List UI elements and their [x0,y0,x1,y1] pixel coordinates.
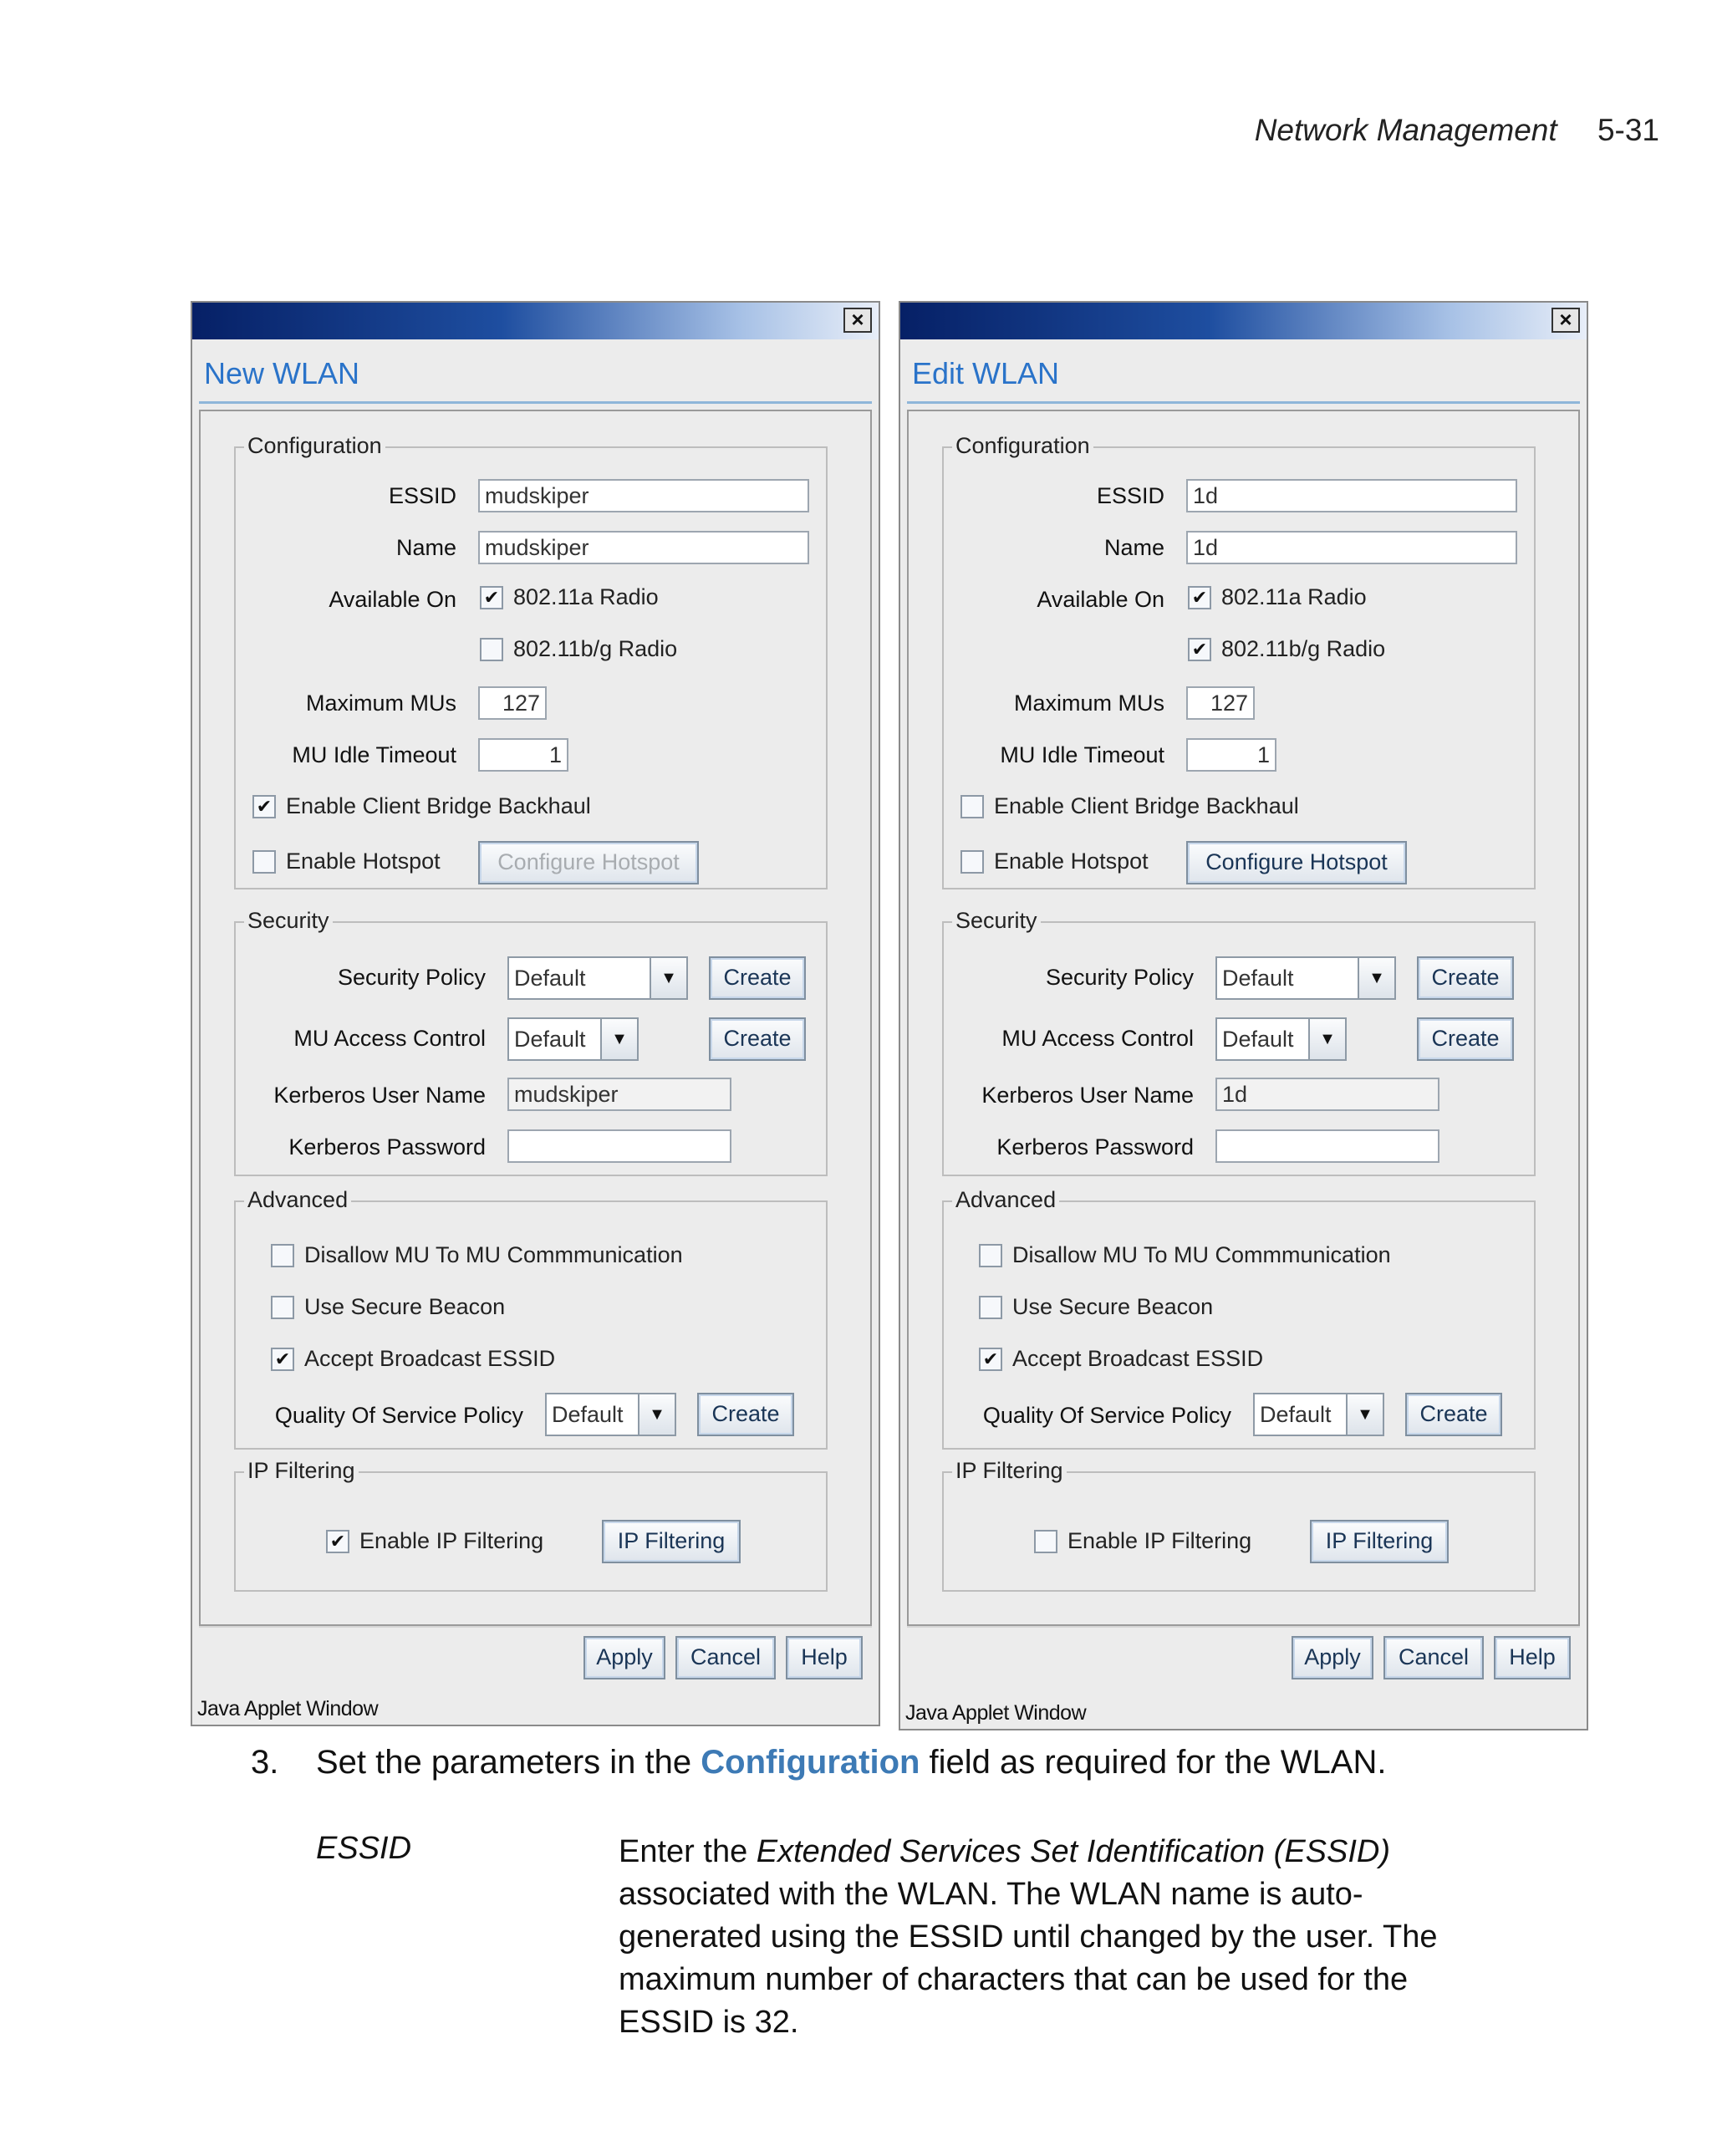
select-value: Default [514,1027,586,1052]
client-bridge-label: Enable Client Bridge Backhaul [994,793,1299,818]
security-policy-label: Security Policy [337,965,486,990]
qos-policy-select[interactable] [1253,1393,1384,1436]
title-divider [907,401,1580,404]
group-legend: IP Filtering [952,1458,1067,1484]
step-text-end: field as required for the WLAN. [920,1744,1387,1781]
radio-a-option[interactable] [1188,584,1367,610]
disallow-mu-option[interactable] [979,1242,1391,1268]
client-bridge-checkbox[interactable] [960,795,984,818]
apply-button[interactable]: Apply [1292,1636,1373,1679]
group-legend: Security [952,908,1041,934]
enable-ip-filtering-checkbox[interactable]: ✔ [326,1530,349,1553]
mu-access-control-select[interactable] [507,1017,639,1061]
radio-a-checkbox[interactable]: ✔ [1188,586,1211,609]
essid-label: ESSID [388,483,456,508]
radio-bg-label: 802.11b/g Radio [513,636,678,661]
configuration-group [234,433,828,889]
security-policy-label: Security Policy [1045,965,1194,990]
secure-beacon-label: Use Secure Beacon [1012,1294,1214,1319]
kerberos-password-label: Kerberos Password [288,1134,486,1160]
help-button[interactable]: Help [1494,1636,1571,1679]
hotspot-checkbox[interactable] [960,850,984,874]
client-bridge-label: Enable Client Bridge Backhaul [286,793,591,818]
mu-access-control-create-button[interactable]: Create [709,1017,806,1061]
accept-broadcast-label: Accept Broadcast ESSID [304,1346,556,1371]
max-mus-input[interactable]: 127 [1186,686,1255,720]
kerberos-password-input[interactable] [507,1129,731,1163]
essid-input[interactable]: mudskiper [478,479,809,512]
dropdown-arrow-icon[interactable]: ▼ [650,958,686,998]
enable-ip-filtering-label: Enable IP Filtering [359,1528,544,1553]
step-instruction [251,1744,1386,1781]
secure-beacon-checkbox[interactable] [271,1296,294,1319]
title-divider [199,401,872,404]
dialog-content [199,410,872,1626]
accept-broadcast-option[interactable] [979,1346,1263,1372]
kerberos-user-input[interactable]: mudskiper [507,1078,731,1111]
radio-bg-option[interactable] [1188,636,1385,662]
cancel-button[interactable]: Cancel [675,1636,776,1679]
enable-ip-filtering-checkbox[interactable] [1034,1530,1057,1553]
page-number: 5-31 [1597,113,1659,147]
radio-a-label: 802.11a Radio [513,584,659,609]
mu-access-control-select[interactable] [1215,1017,1347,1061]
disallow-mu-label: Disallow MU To MU Commmunication [304,1242,683,1267]
dialog-footer [907,1626,1580,1691]
step-text-start: Set the parameters in the [316,1744,701,1781]
max-mus-label: Maximum MUs [306,691,456,716]
select-value: Default [552,1402,624,1427]
qos-policy-label: Quality Of Service Policy [274,1403,523,1428]
name-label: Name [395,535,456,560]
group-legend: Configuration [244,433,385,459]
advanced-group [942,1187,1536,1450]
group-legend: IP Filtering [244,1458,359,1484]
close-icon[interactable]: × [843,308,872,333]
section-title: Network Management [1254,113,1557,147]
cancel-button[interactable]: Cancel [1383,1636,1484,1679]
group-legend: Advanced [244,1187,351,1213]
security-policy-select[interactable] [1215,956,1396,1000]
title-bar [900,303,1587,339]
enable-ip-filtering-option[interactable] [326,1528,543,1554]
kerberos-password-label: Kerberos Password [996,1134,1194,1160]
help-button[interactable]: Help [786,1636,863,1679]
client-bridge-option[interactable] [252,793,591,819]
radio-bg-checkbox[interactable]: ✔ [1188,638,1211,661]
dropdown-arrow-icon[interactable]: ▼ [1346,1394,1383,1435]
dialog-title: New WLAN [204,356,360,390]
ip-filtering-group [942,1458,1536,1592]
hotspot-label: Enable Hotspot [994,849,1149,874]
idle-timeout-label: MU Idle Timeout [292,742,456,767]
idle-timeout-input[interactable]: 1 [1186,738,1276,772]
client-bridge-option[interactable] [960,793,1299,819]
radio-bg-option[interactable] [480,636,677,662]
dialog-title: Edit WLAN [912,356,1060,390]
mu-access-control-label: MU Access Control [293,1026,486,1051]
dropdown-arrow-icon[interactable]: ▼ [1358,958,1394,998]
configure-hotspot-button[interactable]: Configure Hotspot [1186,841,1407,884]
secure-beacon-checkbox[interactable] [979,1296,1002,1319]
term-description [619,1831,1505,2044]
secure-beacon-label: Use Secure Beacon [304,1294,506,1319]
qos-create-button[interactable]: Create [1405,1393,1502,1436]
dropdown-arrow-icon[interactable]: ▼ [1308,1019,1345,1059]
accept-broadcast-option[interactable] [271,1346,555,1372]
select-value: Default [1222,966,1294,991]
disallow-mu-option[interactable] [271,1242,683,1268]
radio-a-checkbox[interactable]: ✔ [480,586,503,609]
available-on-label: Available On [329,587,456,612]
accept-broadcast-checkbox[interactable]: ✔ [271,1348,294,1371]
status-bar: Java Applet Window [905,1701,1087,1725]
radio-a-option[interactable] [480,584,659,610]
select-value: Default [1260,1402,1332,1427]
enable-ip-filtering-option[interactable] [1034,1528,1251,1554]
max-mus-input[interactable]: 127 [478,686,547,720]
kerberos-user-label: Kerberos User Name [273,1083,486,1108]
term-essid: ESSID [316,1831,412,1866]
ip-filtering-group [234,1458,828,1592]
radio-bg-checkbox[interactable] [480,638,503,661]
hotspot-checkbox[interactable] [252,850,276,874]
available-on-label: Available On [1037,587,1164,612]
mu-access-control-label: MU Access Control [1001,1026,1194,1051]
select-value: Default [1222,1027,1294,1052]
name-input[interactable]: mudskiper [478,531,809,564]
configuration-group [942,433,1536,889]
step-number: 3. [251,1744,279,1781]
running-head [1255,113,1659,148]
ip-filtering-button[interactable]: IP Filtering [602,1520,741,1563]
max-mus-label: Maximum MUs [1014,691,1164,716]
secure-beacon-option[interactable] [271,1294,505,1320]
close-icon[interactable]: × [1552,308,1580,333]
enable-ip-filtering-label: Enable IP Filtering [1067,1528,1252,1553]
name-input[interactable]: 1d [1186,531,1517,564]
hotspot-option[interactable] [960,849,1149,874]
security-policy-create-button[interactable]: Create [709,956,806,1000]
qos-create-button[interactable]: Create [697,1393,794,1436]
disallow-mu-checkbox[interactable] [271,1244,294,1267]
essid-label: ESSID [1096,483,1164,508]
group-legend: Security [244,908,333,934]
accept-broadcast-label: Accept Broadcast ESSID [1012,1346,1264,1371]
step-keyword: Configuration [701,1744,920,1781]
desc-italic: Extended Services Set Identification (ESSID) [756,1834,1391,1869]
desc-start: Enter the [619,1834,757,1869]
dialog-content [907,410,1580,1626]
ip-filtering-button[interactable]: IP Filtering [1310,1520,1449,1563]
dialog-footer [199,1626,872,1691]
select-value: Default [514,966,586,991]
radio-bg-label: 802.11b/g Radio [1221,636,1386,661]
dropdown-arrow-icon[interactable]: ▼ [600,1019,637,1059]
configure-hotspot-button[interactable]: Configure Hotspot [478,841,699,884]
mu-access-control-create-button[interactable]: Create [1417,1017,1514,1061]
accept-broadcast-checkbox[interactable]: ✔ [979,1348,1002,1371]
kerberos-user-input[interactable]: 1d [1215,1078,1439,1111]
security-policy-create-button[interactable]: Create [1417,956,1514,1000]
qos-policy-select[interactable] [545,1393,676,1436]
idle-timeout-input[interactable]: 1 [478,738,568,772]
edit-wlan-dialog [899,301,1588,1730]
hotspot-label: Enable Hotspot [286,849,441,874]
disallow-mu-label: Disallow MU To MU Commmunication [1012,1242,1391,1267]
qos-policy-label: Quality Of Service Policy [982,1403,1231,1428]
dropdown-arrow-icon[interactable]: ▼ [638,1394,675,1435]
apply-button[interactable]: Apply [583,1636,665,1679]
security-group [234,908,828,1176]
disallow-mu-checkbox[interactable] [979,1244,1002,1267]
security-group [942,908,1536,1176]
client-bridge-checkbox[interactable]: ✔ [252,795,276,818]
idle-timeout-label: MU Idle Timeout [1000,742,1164,767]
status-bar: Java Applet Window [197,1697,379,1720]
secure-beacon-option[interactable] [979,1294,1213,1320]
new-wlan-dialog [191,301,880,1726]
name-label: Name [1103,535,1164,560]
security-policy-select[interactable] [507,956,688,1000]
essid-input[interactable]: 1d [1186,479,1517,512]
group-legend: Configuration [952,433,1093,459]
kerberos-password-input[interactable] [1215,1129,1439,1163]
advanced-group [234,1187,828,1450]
title-bar [192,303,879,339]
radio-a-label: 802.11a Radio [1221,584,1367,609]
hotspot-option[interactable] [252,849,441,874]
desc-end: associated with the WLAN. The WLAN name is auto-generated using the ESSID until changed by the user. The maximum number of characters that can be used for the ESSID is 32. [619,1877,1438,2040]
kerberos-user-label: Kerberos User Name [981,1083,1194,1108]
group-legend: Advanced [952,1187,1059,1213]
